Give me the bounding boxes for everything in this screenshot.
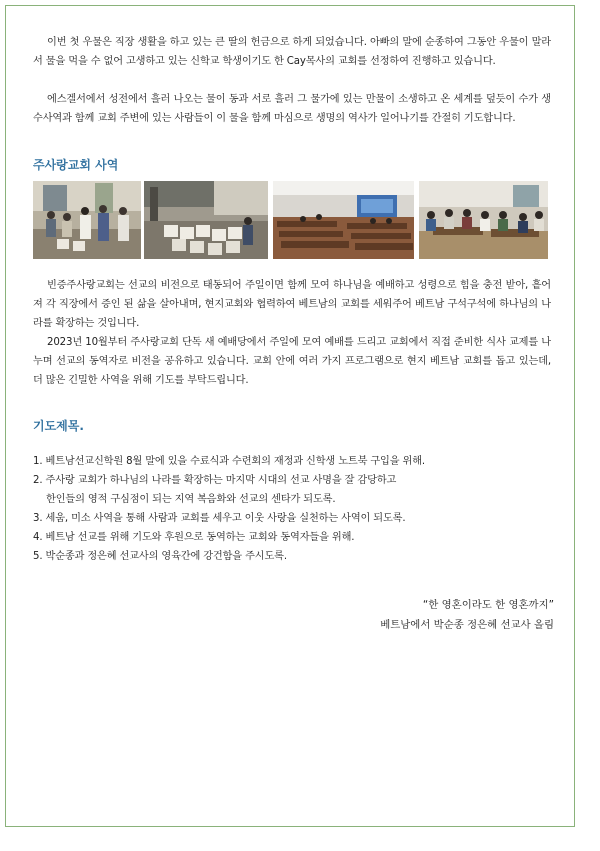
page-border — [5, 5, 575, 827]
prayer-item-4: 4. 베트남 선교를 위해 기도와 후원으로 동역하는 교회와 동역자들을 위해. — [33, 532, 355, 543]
closing-signature: 베트남에서 박순종 정은혜 선교사 올림 — [380, 619, 554, 631]
prayer-item-1: 1. 베트남선교신학원 8월 말에 있을 수료식과 수련회의 재정과 신학생 노트북 구입을 위해. — [33, 456, 425, 467]
prayer-item-5: 5. 박순종과 정은혜 선교사의 영육간에 강건함을 주시도록. — [33, 551, 287, 562]
photo-rice-donation — [144, 181, 268, 259]
prayer-item-2-continued: 한인들의 영적 구심점이 되는 지역 복음화와 선교의 센타가 되도록. — [46, 494, 336, 505]
prayer-heading: 기도제목. — [33, 419, 84, 433]
ministry-heading: 주사랑교회 사역 — [33, 158, 119, 172]
prayer-item-3: 3. 세움, 미소 사역을 통해 사람과 교회를 세우고 이웃 사랑을 실천하는 사역이 되도록. — [33, 513, 406, 524]
prayer-list — [33, 452, 553, 566]
ministry-paragraph-2: 2023년 10월부터 주사랑교회 단독 새 예배당에서 주일에 모여 예배를 드리고 교회에서 직접 준비한 식사 교제를 나누며 선교의 동역자로 비전을 공유하고 있습니다. 교회 안에 여러 가지 프로그램으로 현지 베트남 교회를 돕고 있는데, 더 많은 긴밀한 사역을 위해 기도를 부탁드립니다. — [33, 337, 551, 386]
prayer-item-2: 2. 주사랑 교회가 하나님의 나라를 확장하는 마지막 시대의 선교 사명을 잘 감당하고 — [33, 475, 397, 486]
photo-fellowship-meal — [419, 181, 548, 259]
intro-paragraph-2: 에스겔서에서 성전에서 흘러 나오는 물이 동과 서로 흘러 그 물가에 있는 만물이 소생하고 온 세계를 덮듯이 수가 생수사역과 함께 교회 주변에 있는 사람들이 이 물을 함께 마심으로 생명의 역사가 일어나기를 간절히 기도합니다. — [33, 94, 551, 124]
photo-outdoor-gathering — [33, 181, 141, 259]
photo-church-interior — [273, 181, 414, 259]
intro-paragraph-1: 이번 첫 우물은 직장 생활을 하고 있는 큰 딸의 헌금으로 하게 되었습니다. 아빠의 말에 순종하여 그동안 우물이 말라서 물을 먹을 수 없어 고생하고 있는 신학교 학생이기도 한 Cay목사의 교회를 선정하여 진행하고 있습니다. — [33, 37, 551, 67]
closing-motto: “한 영혼이라도 한 영혼까지” — [422, 599, 554, 611]
ministry-paragraph-1: 빈증주사랑교회는 선교의 비전으로 태동되어 주일이면 함께 모여 하나님을 예배하고 성령으로 힘을 충전 받아, 흩어져 각 직장에서 증인 된 삶을 살아내며, 현지교회와 협력하여 베트남의 교회를 세워주어 베트남 구석구석에 하나님의 나라를 확장하는 것입니다. — [33, 280, 551, 329]
ministry-photo-strip — [33, 181, 548, 259]
